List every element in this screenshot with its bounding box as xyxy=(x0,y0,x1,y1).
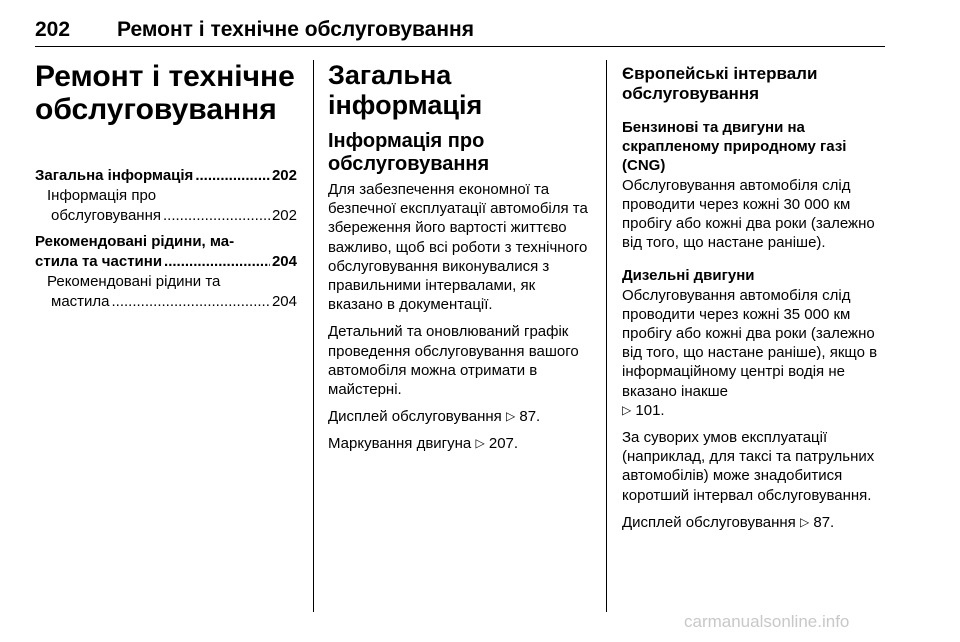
service-intervals-column xyxy=(622,64,884,540)
toc-subentry-page: 204 xyxy=(271,293,297,310)
chapter-title xyxy=(35,60,297,126)
toc-entry-page: 202 xyxy=(271,167,297,184)
diesel-paragraph xyxy=(622,286,884,420)
toc-entry-title: Рекомендовані рідини, ма- xyxy=(35,233,235,250)
toc-leader-dots xyxy=(164,252,270,272)
toc-subentry-title: Інформація про xyxy=(47,187,157,204)
cross-reference-page: 87. xyxy=(813,513,835,531)
page-ref-arrow-icon: ▷ xyxy=(799,514,810,529)
table-of-contents xyxy=(35,166,297,312)
page-number: 202 xyxy=(35,18,71,41)
toc-subentry-title: Рекомендовані рідини та xyxy=(47,273,221,290)
page-ref-arrow-icon: ▷ xyxy=(475,436,485,451)
chapter-title-line: Ремонт і технічне xyxy=(35,60,295,93)
petrol-heading xyxy=(622,118,884,176)
cross-reference[interactable] xyxy=(622,513,884,532)
toc-subentry-title: мастила xyxy=(51,293,110,310)
toc-entry-title: Загальна інформація xyxy=(35,167,194,184)
intervals-heading-line: Європейські інтервали xyxy=(622,64,818,83)
toc-subentry[interactable] xyxy=(35,272,297,312)
body-paragraph: Детальний та оновлюваний графік проведення обслуговування вашого автомобіля можна отримати в майстерні. xyxy=(328,323,579,399)
chapter-column xyxy=(35,60,297,312)
cross-reference[interactable] xyxy=(328,407,590,426)
petrol-heading-line: скрапленому природному газі xyxy=(622,138,847,156)
page-ref-arrow-icon: ▷ xyxy=(505,409,516,424)
petrol-heading-line: (CNG) xyxy=(622,157,666,175)
cross-reference-page: 87. xyxy=(519,408,541,426)
diesel-text: Обслуговування автомобіля слід проводити через кожні 35 000 км пробігу або кожні два роки (залежно від того, що настане раніше), якщо в інформаційному центрі водія не вказано інакше xyxy=(622,286,878,400)
watermark: carmanualsonline.info xyxy=(684,612,850,631)
cross-reference[interactable] xyxy=(328,434,590,453)
severe-conditions-paragraph: За суворих умов експлуатації (наприклад, для таксі та патрульних автомобілів) може знадобитися коротший інтервал обслуговування. xyxy=(622,429,875,504)
column-divider xyxy=(313,60,314,612)
subsection-title-line: Інформація про xyxy=(328,130,485,152)
column-divider xyxy=(606,60,607,612)
subsection-title xyxy=(328,130,590,176)
intervals-heading xyxy=(622,64,884,104)
toc-leader-dots xyxy=(195,166,270,186)
section-title: Загальна інформація xyxy=(328,60,483,120)
diesel-heading: Дизельні двигуни xyxy=(622,267,755,285)
toc-subentry-title: обслуговування xyxy=(51,207,161,224)
chapter-title-line: обслуговування xyxy=(35,93,277,126)
petrol-heading-line: Бензинові та двигуни на xyxy=(622,119,805,136)
toc-entry-title: стила та частини xyxy=(35,253,163,270)
petrol-paragraph: Обслуговування автомобіля слід проводити через кожні 30 000 км пробігу або кожні два роки (залежно від того, що настане раніше). xyxy=(622,176,875,252)
intervals-heading-line: обслуговування xyxy=(622,84,760,103)
toc-leader-dots xyxy=(112,292,270,312)
body-paragraph: Для забезпечення економної та безпечної експлуатації автомобіля та збереження його вартості життєво важливо, щоб всі роботи з технічного обслуговування виконувалися з правильними інтервалами, як вказано в документації. xyxy=(328,181,588,314)
toc-leader-dots xyxy=(163,206,270,226)
general-info-column xyxy=(328,60,590,462)
cross-reference-text: Дисплей обслуговування xyxy=(328,408,502,426)
cross-reference-text: Маркування двигуна xyxy=(328,435,472,453)
cross-reference-text: Дисплей обслуговування xyxy=(622,513,796,531)
toc-entry[interactable] xyxy=(35,166,297,186)
cross-reference-page[interactable]: 101. xyxy=(635,401,665,419)
page-ref-arrow-icon: ▷ xyxy=(622,402,632,417)
cross-reference-page: 207. xyxy=(488,435,519,453)
toc-subentry[interactable] xyxy=(35,186,297,226)
toc-subentry-page: 202 xyxy=(271,207,297,224)
running-title: Ремонт і технічне обслуговування xyxy=(117,18,474,41)
page-header xyxy=(35,12,885,47)
toc-entry[interactable] xyxy=(35,232,297,272)
toc-entry-page: 204 xyxy=(271,253,297,270)
subsection-title-line: обслуговування xyxy=(328,153,490,175)
